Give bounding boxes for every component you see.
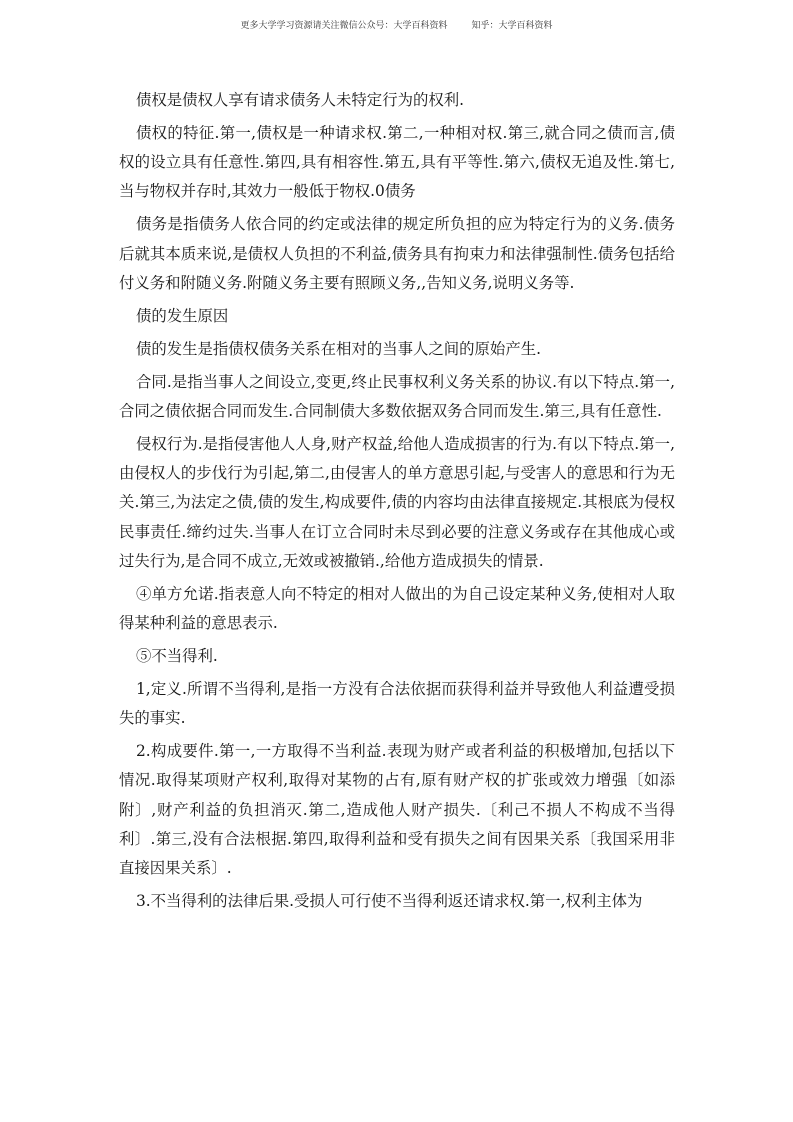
paragraph: 债权是债权人享有请求债务人未特定行为的权利. <box>135 91 465 109</box>
paragraph: ④单方允诺.指表意人向不特定的相对人做出的为自己设定某种义务,使相对人取得某种利益的意思表示. <box>119 584 675 633</box>
paragraph: 2.构成要件.第一,一方取得不当利益.表现为财产或者利益的积极增加,包括以下情况.取得某项财产权利,取得对某物的占有,原有财产权的扩张或效力增强〔如添附〕,财产利益的负担消灭.第二,造成他人财产损失.〔利己不损人不构成不当得利〕.第三,没有合法根据.第四,取得利益和受有损失之间有因果关系〔我国采用非直接因果关系〕. <box>119 742 675 878</box>
header-zhihu-note: 知乎：大学百科资料 <box>471 21 553 31</box>
paragraph: 3.不当得利的法律后果.受损人可行使不当得利返还请求权.第一,权利主体为 <box>135 892 643 911</box>
section-heading: 债的发生原因 <box>135 306 229 325</box>
paragraph: 债权的特征.第一,债权是一种请求权.第二,一种相对权.第三,就合同之债而言,债权的设立具有任意性.第四,具有相容性.第五,具有平等性.第六,债权无追及性.第七,当与物权并存时,其效力一般低于物权.0债务 <box>119 124 675 201</box>
paragraph: 债的发生是指债权债务关系在相对的当事人之间的原始产生. <box>135 339 541 358</box>
paragraph: 合同.是指当事人之间设立,变更,终止民事权利义务关系的协议.有以下特点.第一,合同之债依据合同而发生.合同制债大多数依据双务合同而发生.第三,具有任意性. <box>119 372 675 421</box>
paragraph: 债务是指债务人依合同的约定或法律的规定所负担的应为特定行为的义务.债务后就其本质来说,是债权人负担的不利益,债务具有拘束力和法律强制性.债务包括给付义务和附随义务.附随义务主要有照顾义务,,告知义务,说明义务等. <box>119 215 675 292</box>
paragraph: 侵权行为.是指侵害他人人身,财产权益,给他人造成损害的行为.有以下特点.第一,由侵权人的步伐行为引起,第二,由侵害人的单方意思引起,与受害人的意思和行为无关.第三,为法定之债,债的发生,构成要件,债的内容均由法律直接规定.其根底为侵权民事责任.缔约过失.当事人在订立合同时未尽到必要的注意义务或存在其他成心或过失行为,是合同不成立,无效或被撤销.,给他方造成损失的情景. <box>119 435 675 570</box>
document-body <box>119 86 675 920</box>
header-wechat-note: 更多大学学习资源请关注微信公众号：大学百科资料 <box>240 21 448 31</box>
paragraph: ⑤不当得利. <box>135 647 218 666</box>
paragraph: 1,定义.所谓不当得利,是指一方没有合法依据而获得利益并导致他人利益遭受损失的事实. <box>119 680 675 728</box>
page-header <box>0 18 793 31</box>
